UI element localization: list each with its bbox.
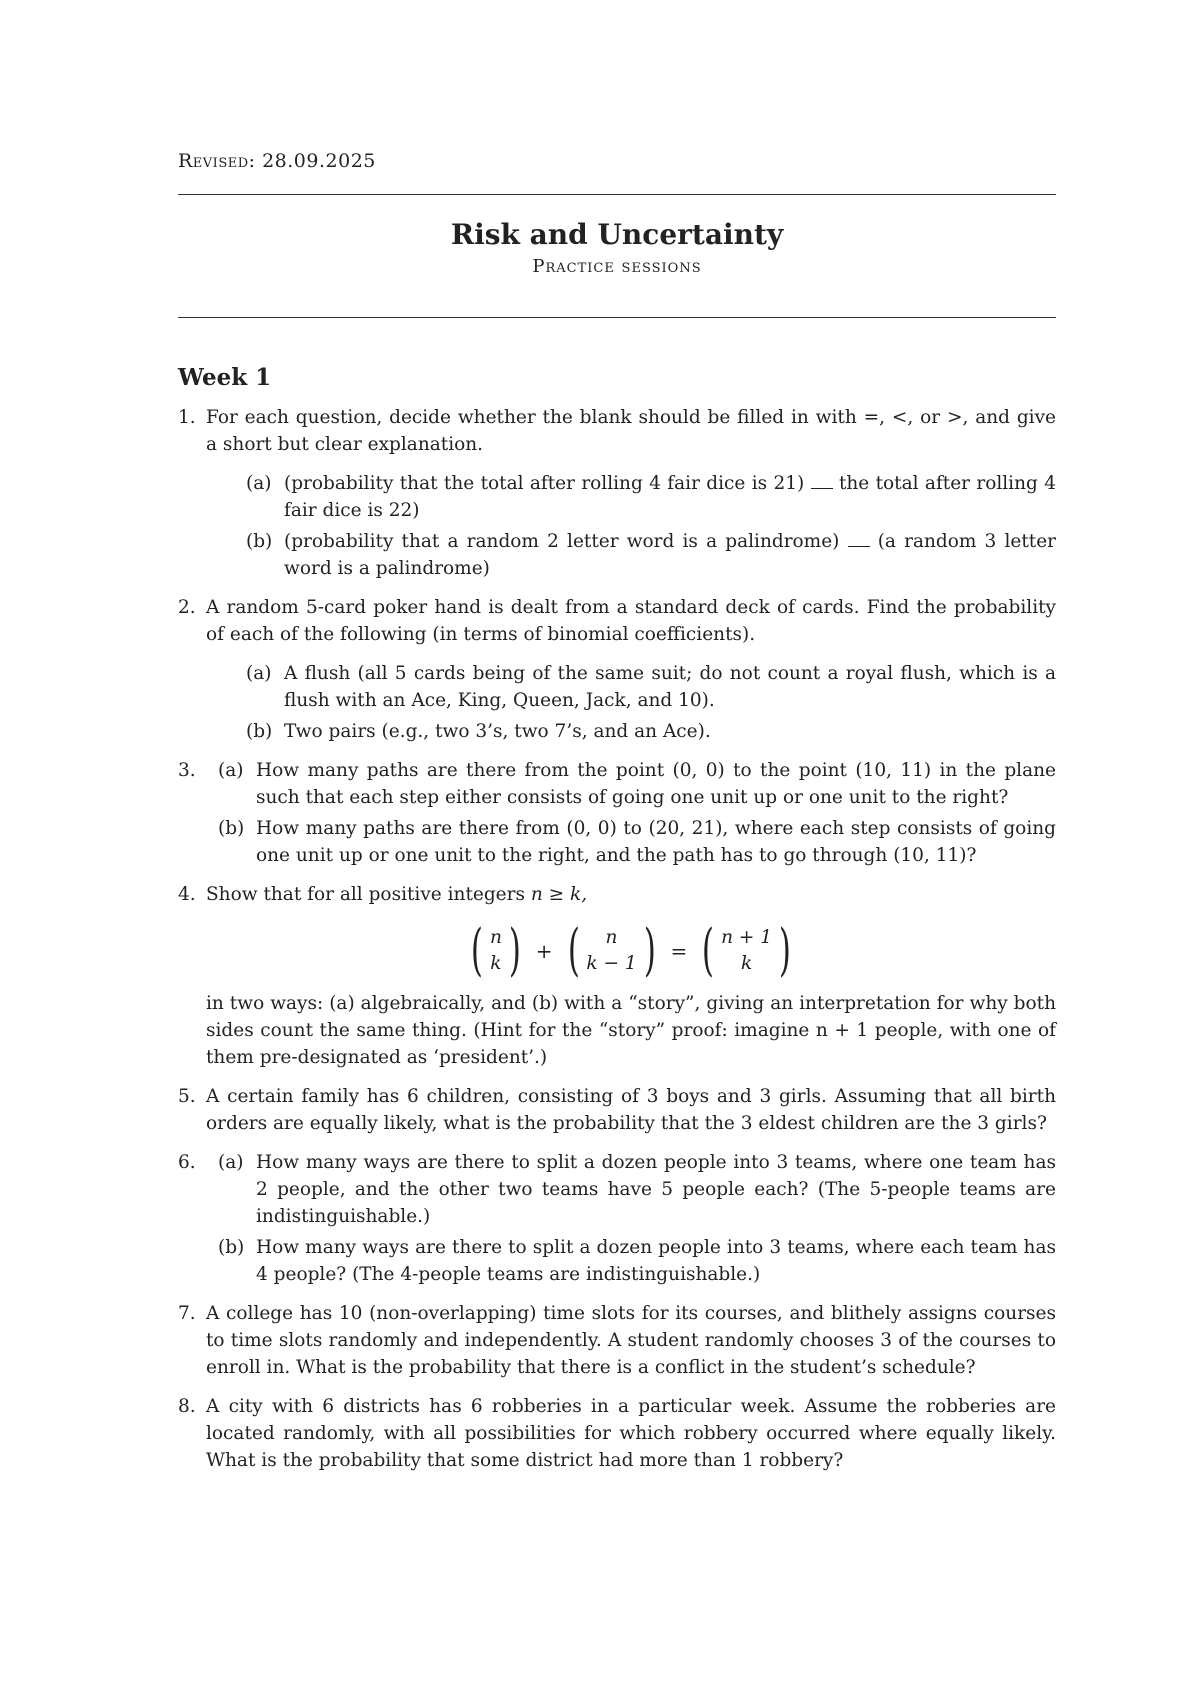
subproblem-label: (b)	[246, 721, 273, 742]
problem-text: A certain family has 6 children, consisting of 3 boys and 3 girls. Assuming that all birth orders are equally likely, what is the probability that the 3 eldest children are the 3 girls?	[206, 1086, 1056, 1134]
problem-number: 6.	[178, 1152, 196, 1173]
left-paren-glyph: (	[702, 918, 715, 983]
problem-5	[178, 1083, 1056, 1137]
problem-number: 4.	[178, 884, 196, 905]
binomial-top: n + 1	[721, 927, 773, 948]
left-paren-glyph: (	[471, 918, 484, 983]
left-paren-glyph: (	[567, 918, 580, 983]
binomial-3	[697, 918, 796, 983]
subproblem-text: How many paths are there from the point (0, 0) to the point (10, 11) in the plane such that each step either consists of going one unit up or one unit to the right?	[256, 760, 1056, 808]
subproblem-text-pre: (probability that a random 2 letter word is a palindrome)	[284, 531, 840, 552]
subproblem-label: (a)	[218, 760, 244, 781]
right-paren-glyph: )	[778, 918, 791, 983]
subproblem-text-post: the total after rolling 4 fair dice is 22)	[284, 473, 1056, 521]
problem-text: A city with 6 districts has 6 robberies in a particular week. Assume the robberies are located randomly, with all possibilities for which robbery occurred where equally likely. What is the probability that some district had more than 1 robbery?	[206, 1396, 1056, 1471]
subproblem-a	[206, 1149, 1056, 1230]
bottom-rule	[178, 317, 1056, 318]
subproblem-text-pre: (probability that the total after rolling 4 fair dice is 21)	[284, 473, 805, 494]
document-title: Risk and Uncertainty	[450, 218, 784, 251]
problem-text: A random 5-card poker hand is dealt from a standard deck of cards. Find the probability of each of the following (in terms of binomial coefficients).	[206, 597, 1056, 645]
binomial-identity	[206, 920, 1056, 982]
subproblem-text: Two pairs (e.g., two 3’s, two 7’s, and an Ace).	[284, 721, 711, 742]
subproblem-label: (b)	[246, 531, 273, 552]
inline-math: n ≥ k,	[530, 884, 588, 905]
subproblem-b	[206, 718, 1056, 745]
problem-8	[178, 1393, 1056, 1474]
problem-number: 5.	[178, 1086, 196, 1107]
equals-sign: =	[670, 938, 688, 963]
right-paren-glyph: )	[508, 918, 521, 983]
subproblem-a	[206, 757, 1056, 811]
problem-list	[178, 404, 1056, 1486]
subproblem-b	[206, 1234, 1056, 1288]
problem-3	[178, 757, 1056, 869]
problem-number: 7.	[178, 1303, 196, 1324]
revised-line	[178, 150, 376, 172]
binomial-1	[466, 918, 526, 983]
binomial-2	[563, 918, 661, 983]
problem-text	[206, 881, 1056, 908]
revised-date: 28.09.2025	[262, 150, 376, 172]
revised-label: Revised:	[178, 150, 256, 172]
subproblem-label: (b)	[218, 1237, 245, 1258]
subproblem-label: (a)	[246, 663, 272, 684]
problem-number: 1.	[178, 407, 196, 428]
binomial-bottom: k − 1	[586, 953, 637, 974]
plus-sign: +	[535, 938, 553, 963]
problem-1	[178, 404, 1056, 582]
subproblem-a	[206, 660, 1056, 714]
problem-text-post: in two ways: (a) algebraically, and (b) with a “story”, giving an interpretation for why both sides count the same thing. (Hint for the “story” proof: imagine n + 1 people, with one of them pre-designated as ‘president’.)	[206, 993, 1056, 1068]
problem-number: 8.	[178, 1396, 196, 1417]
binomial-bottom: k	[740, 953, 753, 974]
subproblem-label: (a)	[246, 473, 272, 494]
section-heading: Week 1	[178, 364, 272, 391]
problem-7	[178, 1300, 1056, 1381]
subproblem-text: A flush (all 5 cards being of the same suit; do not count a royal flush, which is a flush with an Ace, King, Queen, Jack, and 10).	[284, 663, 1056, 711]
document-subtitle: Practice sessions	[532, 256, 702, 277]
subproblem-b	[206, 815, 1056, 869]
subproblem-a	[206, 470, 1056, 524]
subproblem-label: (a)	[218, 1152, 244, 1173]
problem-2	[178, 594, 1056, 745]
problem-4	[178, 881, 1056, 1071]
problem-6	[178, 1149, 1056, 1288]
problem-text-pre: Show that for all positive integers	[206, 884, 525, 905]
binomial-top: n	[605, 927, 618, 948]
problem-number: 3.	[178, 760, 196, 781]
top-rule	[178, 194, 1056, 195]
subproblem-label: (b)	[218, 818, 245, 839]
blank-line	[811, 474, 833, 489]
subproblem-text: How many paths are there from (0, 0) to (20, 21), where each step consists of going one unit up or one unit to the right, and the path has to go through (10, 11)?	[256, 818, 1056, 866]
binomial-top: n	[489, 927, 502, 948]
right-paren-glyph: )	[643, 918, 656, 983]
blank-line	[848, 532, 870, 547]
problem-number: 2.	[178, 597, 196, 618]
subproblem-text-post: (a random 3 letter word is a palindrome)	[284, 531, 1056, 579]
subproblem-text: How many ways are there to split a dozen people into 3 teams, where each team has 4 people? (The 4-people teams are indistinguishable.)	[256, 1237, 1056, 1285]
subproblem-text: How many ways are there to split a dozen people into 3 teams, where one team has 2 people, and the other two teams have 5 people each? (The 5-people teams are indistinguishable.)	[256, 1152, 1056, 1227]
problem-text: A college has 10 (non-overlapping) time slots for its courses, and blithely assigns courses to time slots randomly and independently. A student randomly chooses 3 of the courses to enroll in. What is the probability that there is a conflict in the student’s schedule?	[206, 1303, 1056, 1378]
subproblem-b	[206, 528, 1056, 582]
binomial-bottom: k	[490, 953, 502, 974]
problem-text: For each question, decide whether the blank should be filled in with =, <, or >, and give a short but clear explanation.	[206, 407, 1056, 455]
